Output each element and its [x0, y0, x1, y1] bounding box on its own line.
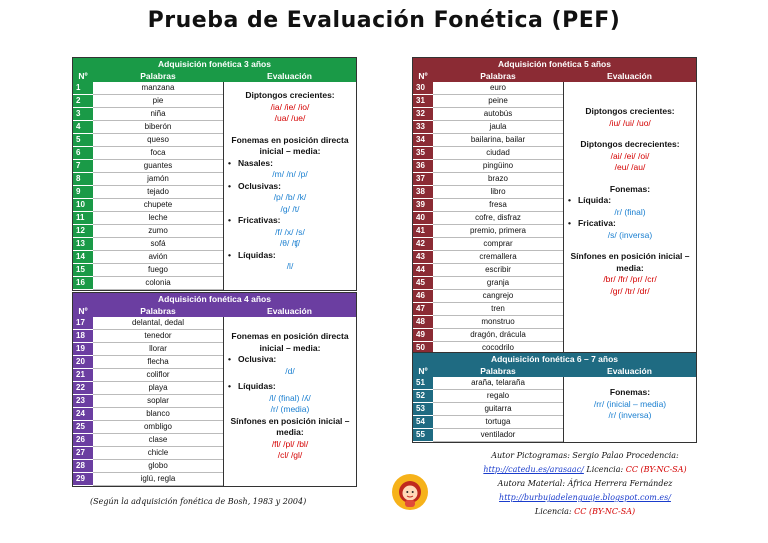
- row-number: 18: [73, 330, 93, 343]
- row-number: 26: [73, 434, 93, 447]
- word-cell: fresa: [433, 199, 563, 212]
- word-cell: cangrejo: [433, 290, 563, 303]
- eval-heading: Diptongos decrecientes:: [580, 139, 680, 149]
- word-cell: queso: [93, 134, 223, 147]
- word-cell: jamón: [93, 173, 223, 186]
- eval-bullet: • Líquidas:: [228, 381, 352, 393]
- header-words: Palabras: [480, 71, 516, 81]
- row-number: 7: [73, 160, 93, 173]
- row-number: 36: [413, 160, 433, 173]
- header-evaluation: Evaluación: [267, 71, 312, 81]
- row-number: 34: [413, 134, 433, 147]
- eval-values: /ia/ /ie/ /io/: [270, 101, 310, 112]
- word-cell: araña, telaraña: [433, 377, 563, 390]
- word-cell: cremallera: [433, 251, 563, 264]
- credits-line: [420, 505, 750, 519]
- word-cell: peine: [433, 95, 563, 108]
- row-number: 6: [73, 147, 93, 160]
- word-cell: monstruo: [433, 316, 563, 329]
- word-cell: euro: [433, 82, 563, 95]
- row-number: 41: [413, 225, 433, 238]
- row-number: 38: [413, 186, 433, 199]
- eval-values: /cl/ /gl/: [277, 450, 303, 460]
- word-cell: delantal, dedal: [93, 317, 223, 330]
- word-cell: clase: [93, 434, 223, 447]
- eval-heading: Fonemas:: [609, 183, 651, 194]
- word-cell: coliflor: [93, 369, 223, 382]
- word-cell: soplar: [93, 395, 223, 408]
- row-number: 47: [413, 303, 433, 316]
- word-cell: dragón, drácula: [433, 329, 563, 342]
- eval-values: /p/ /b/ /k/: [273, 192, 307, 202]
- eval-bullet: • Oclusivas:: [228, 181, 352, 193]
- row-number: 10: [73, 199, 93, 212]
- eval-heading: Sínfones en posición inicial –: [570, 251, 690, 261]
- row-number: 49: [413, 329, 433, 342]
- header-evaluation: Evaluación: [607, 71, 652, 81]
- eval-bullet: • Nasales:: [228, 158, 352, 170]
- word-cell: manzana: [93, 82, 223, 95]
- credits-line: [420, 463, 750, 477]
- evaluation-cell: [563, 82, 696, 355]
- eval-bullet: • Fricativa:: [568, 218, 692, 230]
- table-header: [413, 365, 696, 377]
- section-title: Adquisición fonética 5 años: [413, 58, 696, 70]
- word-cell: pingüino: [433, 160, 563, 173]
- word-cell: libro: [433, 186, 563, 199]
- row-number: 19: [73, 343, 93, 356]
- eval-values: /r/ (final): [614, 206, 646, 217]
- header-number: Nº: [418, 71, 428, 81]
- word-cell: niña: [93, 108, 223, 121]
- table-3-years: [72, 57, 357, 291]
- row-number: 52: [413, 390, 433, 403]
- word-cell: blanco: [93, 408, 223, 421]
- credits-line: [420, 491, 750, 505]
- header-words: Palabras: [480, 366, 516, 376]
- word-cell: globo: [93, 460, 223, 473]
- eval-values: /l/: [286, 261, 294, 271]
- eval-heading: Diptongos crecientes:: [245, 90, 335, 100]
- word-cell: ventilador: [433, 429, 563, 442]
- evaluation-cell: [223, 82, 356, 290]
- eval-heading: media:: [276, 427, 304, 437]
- word-cell: fuego: [93, 264, 223, 277]
- row-number: 43: [413, 251, 433, 264]
- row-number: 11: [73, 212, 93, 225]
- word-cell: playa: [93, 382, 223, 395]
- row-number: 9: [73, 186, 93, 199]
- row-number: 37: [413, 173, 433, 186]
- word-cell: cocodrilo: [433, 342, 563, 355]
- row-number: 22: [73, 382, 93, 395]
- header-number: Nº: [418, 366, 428, 376]
- eval-values: /m/ /n/ /p/: [272, 169, 308, 179]
- header-evaluation: Evaluación: [607, 366, 652, 376]
- page-title: Prueba de Evaluación Fonética (PEF): [147, 8, 621, 33]
- word-cell: regalo: [433, 390, 563, 403]
- row-number: 3: [73, 108, 93, 121]
- eval-values: /fl/ /pl/ /bl/: [271, 438, 309, 449]
- eval-values: /r/ (inversa): [608, 410, 652, 420]
- eval-values: /d/: [285, 365, 295, 376]
- credits-line: Autora Material: África Herrera Fernández: [497, 479, 673, 488]
- word-cell: pie: [93, 95, 223, 108]
- row-number: 33: [413, 121, 433, 134]
- credits-line: Autor Pictogramas: Sergio Palao Procedencia:: [491, 451, 679, 460]
- row-number: 28: [73, 460, 93, 473]
- row-number: 29: [73, 473, 93, 486]
- eval-bullet: • Oclusiva:: [228, 354, 352, 366]
- row-number: 40: [413, 212, 433, 225]
- word-cell: tortuga: [433, 416, 563, 429]
- word-cell: iglú, regla: [93, 473, 223, 486]
- table-header: [73, 305, 356, 317]
- word-cell: zumo: [93, 225, 223, 238]
- word-cell: llorar: [93, 343, 223, 356]
- row-number: 39: [413, 199, 433, 212]
- eval-bullet: • Fricativas:: [228, 215, 352, 227]
- row-number: 46: [413, 290, 433, 303]
- source-note: (Según la adquisición fonética de Bosh, 1983 y 2004): [90, 497, 307, 506]
- row-number: 21: [73, 369, 93, 382]
- eval-heading: Fonemas en posición directa: [231, 134, 349, 145]
- license-value: CC (BY-NC-SA): [625, 465, 687, 474]
- eval-bullet: • Líquida:: [568, 195, 692, 207]
- word-cell: avión: [93, 251, 223, 264]
- row-number: 44: [413, 264, 433, 277]
- word-cell: guitarra: [433, 403, 563, 416]
- license-label: Licencia:: [534, 507, 575, 516]
- word-cell: granja: [433, 277, 563, 290]
- row-number: 35: [413, 147, 433, 160]
- eval-heading: Sínfones en posición inicial –: [230, 415, 350, 426]
- section-title: Adquisición fonética 3 años: [73, 58, 356, 70]
- row-number: 8: [73, 173, 93, 186]
- eval-heading: inicial – media:: [259, 146, 321, 156]
- license-value: CC (BY-NC-SA): [574, 507, 636, 516]
- row-number: 15: [73, 264, 93, 277]
- header-number: Nº: [78, 306, 88, 316]
- eval-values: /r/ (media): [270, 404, 310, 414]
- table-header: [73, 70, 356, 82]
- word-cell: colonia: [93, 277, 223, 290]
- arasaac-link[interactable]: http://catedu.es/arasaac/: [483, 465, 584, 474]
- row-number: 24: [73, 408, 93, 421]
- row-number: 20: [73, 356, 93, 369]
- eval-values: /br/ /fr/ /pr/ /cr/: [603, 274, 657, 284]
- word-cell: tejado: [93, 186, 223, 199]
- header-words: Palabras: [140, 71, 176, 81]
- word-cell: cofre, disfraz: [433, 212, 563, 225]
- eval-heading: Diptongos crecientes:: [585, 106, 675, 116]
- word-cell: ombligo: [93, 421, 223, 434]
- row-number: 45: [413, 277, 433, 290]
- row-number: 30: [413, 82, 433, 95]
- eval-values: /θ/ /ʧ/: [279, 238, 301, 248]
- eval-heading: Fonemas:: [609, 387, 651, 397]
- row-number: 25: [73, 421, 93, 434]
- word-cell: jaula: [433, 121, 563, 134]
- row-number: 51: [413, 377, 433, 390]
- word-cell: premio, primera: [433, 225, 563, 238]
- row-number: 27: [73, 447, 93, 460]
- blog-link[interactable]: http://burbujadelenguaje.blogspot.com.es/: [499, 493, 671, 502]
- row-number: 31: [413, 95, 433, 108]
- row-number: 55: [413, 429, 433, 442]
- word-cell: autobús: [433, 108, 563, 121]
- word-cell: chupete: [93, 199, 223, 212]
- evaluation-cell: [563, 377, 696, 442]
- eval-values: /f/ /x/ /s/: [275, 226, 305, 237]
- header-words: Palabras: [140, 306, 176, 316]
- word-cell: guantes: [93, 160, 223, 173]
- row-number: 53: [413, 403, 433, 416]
- eval-values: /g/ /t/: [280, 203, 300, 214]
- word-cell: comprar: [433, 238, 563, 251]
- word-cell: ciudad: [433, 147, 563, 160]
- word-cell: flecha: [93, 356, 223, 369]
- row-number: 1: [73, 82, 93, 95]
- row-number: 2: [73, 95, 93, 108]
- table-4-years: [72, 292, 357, 487]
- section-title: Adquisición fonética 6 – 7 años: [413, 353, 696, 365]
- eval-values: /ua/ /ue/: [274, 113, 306, 123]
- row-number: 23: [73, 395, 93, 408]
- word-cell: brazo: [433, 173, 563, 186]
- header-number: Nº: [78, 71, 88, 81]
- table-6-7-years: [412, 352, 697, 443]
- table-5-years: [412, 57, 697, 356]
- row-number: 5: [73, 134, 93, 147]
- row-number: 32: [413, 108, 433, 121]
- eval-values: /gr/ /tr/ /dr/: [610, 285, 650, 296]
- eval-values: /l/ (final) /ʎ/: [269, 392, 311, 403]
- header-evaluation: Evaluación: [267, 306, 312, 316]
- row-number: 50: [413, 342, 433, 355]
- eval-heading: inicial – media:: [259, 342, 321, 353]
- eval-values: /ai/ /ei/ /oi/: [610, 150, 650, 161]
- word-cell: tenedor: [93, 330, 223, 343]
- word-cell: bailarina, bailar: [433, 134, 563, 147]
- row-number: 16: [73, 277, 93, 290]
- word-cell: tren: [433, 303, 563, 316]
- eval-values: /eu/ /au/: [614, 162, 646, 172]
- word-cell: foca: [93, 147, 223, 160]
- word-cell: escribir: [433, 264, 563, 277]
- word-cell: chicle: [93, 447, 223, 460]
- row-number: 4: [73, 121, 93, 134]
- word-cell: sofá: [93, 238, 223, 251]
- eval-heading: media:: [616, 262, 644, 273]
- word-cell: leche: [93, 212, 223, 225]
- row-number: 17: [73, 317, 93, 330]
- row-number: 42: [413, 238, 433, 251]
- row-number: 48: [413, 316, 433, 329]
- evaluation-cell: [223, 317, 356, 486]
- word-cell: biberón: [93, 121, 223, 134]
- eval-values: /s/ (inversa): [607, 229, 653, 240]
- license-label: Licencia:: [583, 465, 626, 474]
- row-number: 13: [73, 238, 93, 251]
- row-number: 54: [413, 416, 433, 429]
- credits: [420, 449, 750, 519]
- row-number: 14: [73, 251, 93, 264]
- eval-bullet: • Líquidas:: [228, 250, 352, 262]
- section-title: Adquisición fonética 4 años: [73, 293, 356, 305]
- eval-values: /iu/ /ui/ /uo/: [609, 117, 651, 128]
- row-number: 12: [73, 225, 93, 238]
- table-header: [413, 70, 696, 82]
- eval-values: /rr/ (inicial – media): [593, 398, 667, 409]
- eval-heading: Fonemas en posición directa: [231, 331, 349, 341]
